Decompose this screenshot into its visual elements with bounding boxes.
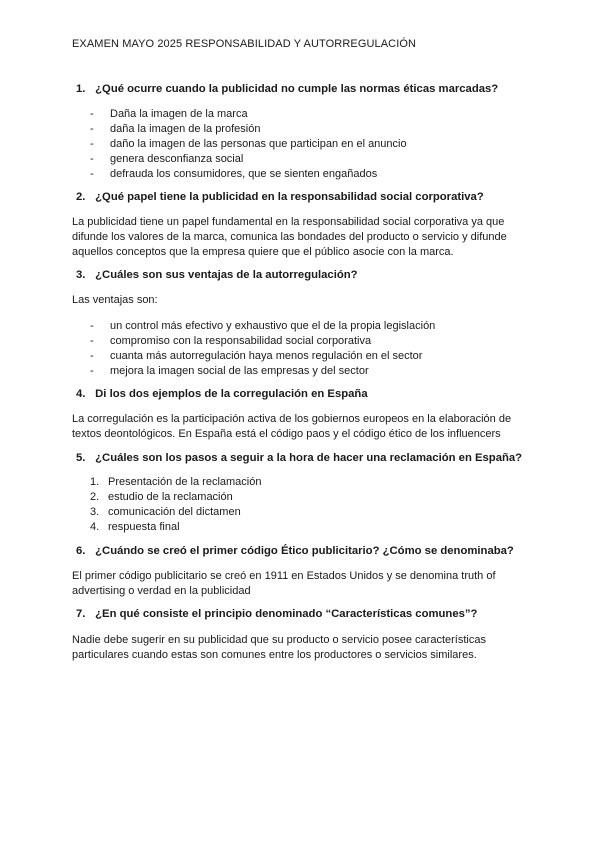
answer-line: La publicidad tiene un papel fundamental en la responsabilidad social corporativa ya que <box>72 216 505 228</box>
question-4-number: 4. <box>76 388 86 400</box>
answer-line: Nadie debe sugerir en su publicidad que su producto o servicio posee características <box>72 634 486 646</box>
question-3-text: ¿Cuáles son sus ventajas de la autorregulación? <box>95 269 358 281</box>
question-5-steps <box>90 475 261 535</box>
question-6-answer <box>72 569 522 599</box>
question-2-answer <box>72 215 522 260</box>
question-4-answer <box>72 412 522 442</box>
answer-line: El primer código publicitario se creó en 1911 en Estados Unidos y se denomina truth of <box>72 570 496 582</box>
answer-line: particulares cuando estas son comunes entre los productores o servicios similares. <box>72 649 477 661</box>
question-3-number: 3. <box>76 269 86 281</box>
answer-line: difunde los valores de la marca, comunica las bondades del producto o servicio y difunde <box>72 231 507 243</box>
step-text: Presentación de la reclamación <box>108 476 262 488</box>
question-1-text: ¿Qué ocurre cuando la publicidad no cumple las normas éticas marcadas? <box>95 83 499 95</box>
step-number: 2. <box>90 491 100 503</box>
question-6-text: ¿Cuándo se creó el primer código Ético publicitario? ¿Cómo se denominaba? <box>95 545 514 557</box>
list-item: - compromiso con la responsabilidad social corporativa <box>90 334 435 349</box>
step-number: 1. <box>90 476 100 488</box>
question-7-number: 7. <box>76 608 86 620</box>
answer-line: La corregulación es la participación activa de los gobiernos europeos en la elaboración de <box>72 413 512 425</box>
list-item <box>90 520 261 535</box>
list-item: - genera desconfianza social <box>90 152 407 167</box>
question-7 <box>76 607 477 622</box>
list-item <box>90 505 261 520</box>
list-item <box>90 475 261 490</box>
list-item: - defrauda los consumidores, que se sienten engañados <box>90 167 407 182</box>
question-3-intro: Las ventajas son: <box>72 294 158 306</box>
question-6-number: 6. <box>76 545 86 557</box>
answer-line: textos deontológicos. En España está el código paos y el código ético de los influencers <box>72 428 501 440</box>
list-item: - un control más efectivo y exhaustivo que el de la propia legislación <box>90 319 435 334</box>
step-text: respuesta final <box>108 521 180 533</box>
question-5-text: ¿Cuáles son los pasos a seguir a la hora de hacer una reclamación en España? <box>95 452 523 464</box>
exam-header: EXAMEN MAYO 2025 RESPONSABILIDAD Y AUTORREGULACIÓN <box>72 38 417 50</box>
question-7-answer <box>72 633 522 663</box>
list-item: - Daña la imagen de la marca <box>90 107 407 122</box>
question-3 <box>76 268 358 283</box>
answer-line: advertising o verdad en la publicidad <box>72 585 251 597</box>
question-5-number: 5. <box>76 452 86 464</box>
list-item: - daño la imagen de las personas que participan en el anuncio <box>90 137 407 152</box>
question-4-text: Di los dos ejemplos de la corregulación en España <box>95 388 368 400</box>
question-1-answer-list <box>90 107 407 182</box>
step-text: comunicación del dictamen <box>108 506 241 518</box>
question-6 <box>76 544 514 559</box>
question-2 <box>76 190 484 205</box>
list-item: - cuanta más autorregulación haya menos regulación en el sector <box>90 349 435 364</box>
step-text: estudio de la reclamación <box>108 491 233 503</box>
list-item: - daña la imagen de la profesión <box>90 122 407 137</box>
question-5 <box>76 451 522 466</box>
question-7-text: ¿En qué consiste el principio denominado “Características comunes”? <box>95 608 478 620</box>
answer-line: aquellos conceptos que la empresa quiere que el público asocie con la marca. <box>72 246 454 258</box>
question-2-text: ¿Qué papel tiene la publicidad en la responsabilidad social corporativa? <box>95 191 484 203</box>
question-4 <box>76 387 368 402</box>
question-1-number: 1. <box>76 83 86 95</box>
list-item <box>90 490 261 505</box>
question-2-number: 2. <box>76 191 86 203</box>
question-3-answer-list <box>90 319 435 379</box>
list-item: - mejora la imagen social de las empresas y del sector <box>90 364 435 379</box>
question-1 <box>76 82 498 97</box>
step-number: 3. <box>90 506 100 518</box>
step-number: 4. <box>90 521 100 533</box>
